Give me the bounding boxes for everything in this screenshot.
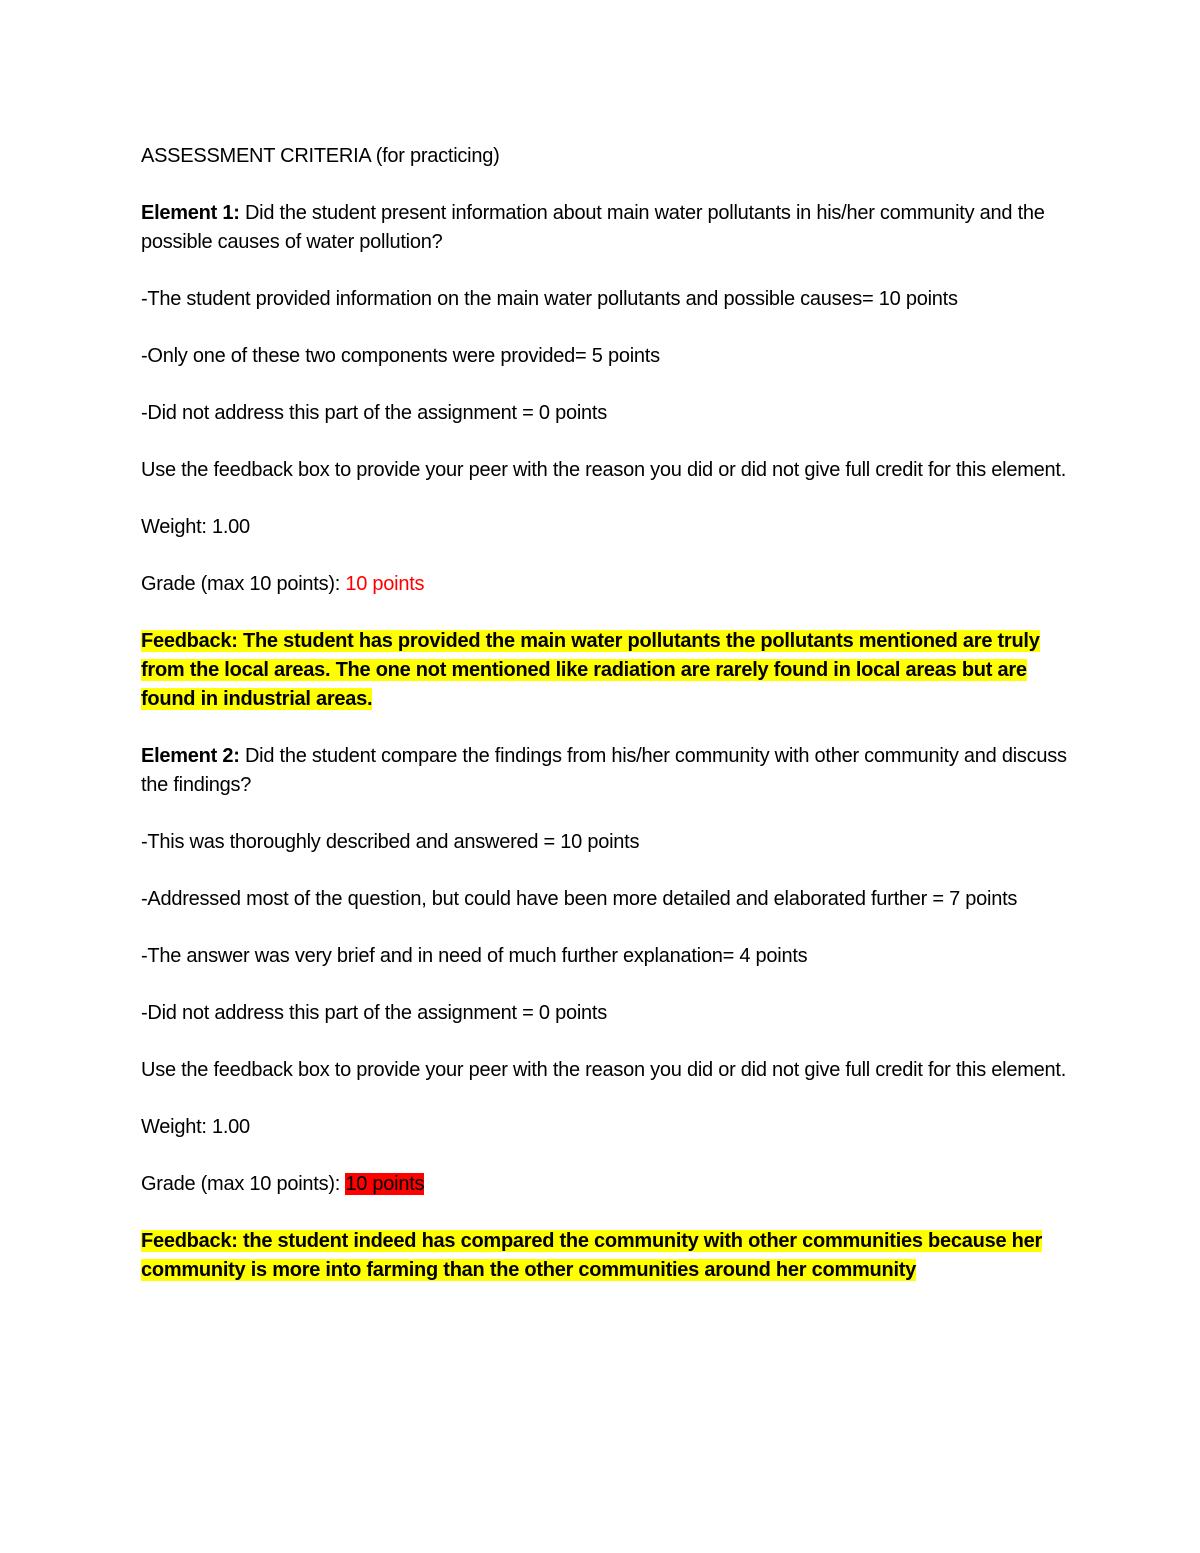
element-2-criterion-1: -This was thoroughly described and answered = 10 points: [141, 831, 640, 853]
element-1-criterion-1: -The student provided information on the main water pollutants and possible causes= 10 points: [141, 288, 958, 310]
element-1-criterion-2: -Only one of these two components were provided= 5 points: [141, 345, 660, 367]
element-2-feedback: [141, 1227, 1071, 1285]
element-1-weight: Weight: 1.00: [141, 516, 250, 538]
element-1-question: [141, 199, 1071, 257]
element-1-feedback: [141, 627, 1071, 714]
document-body: [141, 142, 1071, 1313]
element-2-criterion-3: -The answer was very brief and in need of much further explanation= 4 points: [141, 945, 808, 967]
element-2-grade-value: 10 points: [345, 1173, 425, 1195]
element-1-label: Element 1:: [141, 202, 240, 224]
element-2-question-text: Did the student compare the findings from his/her community with other community and discuss the findings?: [141, 745, 1067, 796]
element-2-criterion-4: -Did not address this part of the assignment = 0 points: [141, 1002, 607, 1024]
element-2-criterion-2: -Addressed most of the question, but could have been more detailed and elaborated further = 7 points: [141, 888, 1018, 910]
element-1-criterion-3: -Did not address this part of the assignment = 0 points: [141, 402, 607, 424]
element-1-question-text: Did the student present information about main water pollutants in his/her community and the possible causes of water pollution?: [141, 202, 1045, 253]
element-1-instruction: Use the feedback box to provide your peer with the reason you did or did not give full credit for this element.: [141, 459, 1067, 481]
element-2-grade-label: Grade (max 10 points):: [141, 1173, 346, 1195]
element-1-feedback-text: Feedback: The student has provided the main water pollutants the pollutants mentioned are truly from the local areas. The one not mentioned like radiation are rarely found in local areas but are found in industrial areas.: [141, 630, 1040, 710]
element-1-grade-label: Grade (max 10 points):: [141, 573, 346, 595]
element-2-question: [141, 742, 1071, 800]
element-2-instruction: Use the feedback box to provide your peer with the reason you did or did not give full credit for this element.: [141, 1059, 1067, 1081]
element-2-label: Element 2:: [141, 745, 240, 767]
element-2-feedback-text: Feedback: the student indeed has compared the community with other communities because her community is more into farming than the other communities around her community: [141, 1230, 1043, 1281]
document-title: ASSESSMENT CRITERIA (for practicing): [141, 145, 500, 167]
element-2-grade: [141, 1170, 1071, 1199]
element-1-grade: [141, 570, 1071, 599]
element-2-weight: Weight: 1.00: [141, 1116, 250, 1138]
element-1-grade-value: 10 points: [345, 573, 425, 595]
